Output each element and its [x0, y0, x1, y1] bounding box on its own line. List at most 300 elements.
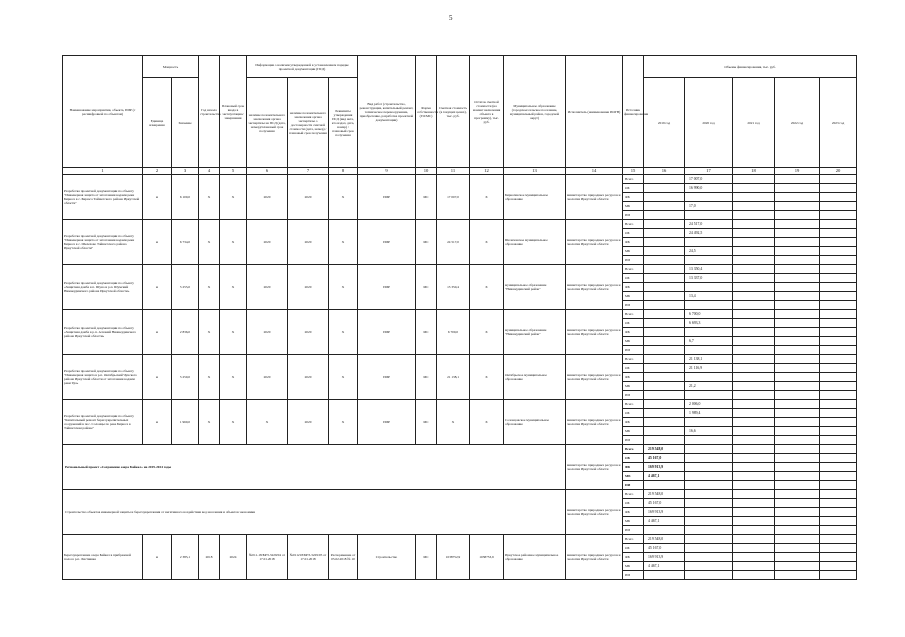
- object-remaining: Х: [470, 400, 504, 445]
- col-psd-header: Информация о наличии утвержденной в установленном порядке проектной документации (ПСД): [247, 56, 358, 78]
- fund-source: МБ: [623, 472, 644, 481]
- fund-source: Всего: [623, 265, 644, 274]
- funding-cell: [733, 481, 775, 490]
- funding-cell: [644, 328, 685, 337]
- funding-cell: [685, 301, 733, 310]
- funding-cell: [820, 175, 857, 184]
- funding-cell: [733, 211, 775, 220]
- col-municipality-header: Муниципальное образование (городское/сельское поселение, муниципальный район, городской округ): [504, 56, 566, 168]
- fund-source: ИИ: [623, 301, 644, 310]
- funding-cell: [820, 211, 857, 220]
- funding-cell: [644, 193, 685, 202]
- funding-cell: [733, 355, 775, 364]
- object-municipality: муниципальное образование "Нижнеудинский район": [504, 265, 566, 310]
- funding-cell: 21 138,1: [685, 355, 733, 364]
- fund-source: ИИ: [623, 526, 644, 535]
- object-ownership: МС: [416, 220, 437, 265]
- fund-source: Всего: [623, 400, 644, 409]
- object-estimate: 21 138,1: [437, 355, 470, 400]
- object-work-type: ПИР: [358, 220, 416, 265]
- funding-cell: [775, 193, 820, 202]
- funding-cell: [644, 229, 685, 238]
- funding-cell: [775, 508, 820, 517]
- column-number: 15: [623, 168, 644, 175]
- funding-cell: [820, 247, 857, 256]
- object-start-year: Х: [199, 310, 220, 355]
- fund-source: ОБ: [623, 229, 644, 238]
- funding-cell: [685, 373, 733, 382]
- funding-cell: [733, 535, 775, 544]
- funding-cell: [820, 490, 857, 499]
- object-remaining: Х: [470, 175, 504, 220]
- fund-source: ФБ: [623, 553, 644, 562]
- funding-cell: [775, 499, 820, 508]
- funding-cell: [775, 562, 820, 571]
- object-remaining: Х: [470, 220, 504, 265]
- funding-cell: [775, 364, 820, 373]
- funding-cell: 169 913,9: [644, 508, 685, 517]
- fund-source: ФБ: [623, 373, 644, 382]
- column-number: 6: [247, 168, 288, 175]
- funding-cell: [820, 346, 857, 355]
- object-municipality: Солонцовское муниципальное образование: [504, 400, 566, 445]
- fund-source: ИИ: [623, 436, 644, 445]
- funding-cell: [820, 418, 857, 427]
- col-value-header: Значение: [172, 78, 199, 168]
- object-ownership: МС: [416, 355, 437, 400]
- table-row: [63, 310, 857, 319]
- object-psd-approval: Х: [329, 400, 358, 445]
- object-plan-date: Х: [220, 310, 247, 355]
- funding-cell: [685, 526, 733, 535]
- column-number: 9: [358, 168, 416, 175]
- funding-cell: 21,2: [685, 382, 733, 391]
- funding-cell: [775, 292, 820, 301]
- fund-source: ОБ: [623, 544, 644, 553]
- funding-cell: [775, 427, 820, 436]
- funding-cell: [733, 247, 775, 256]
- funding-cell: [733, 400, 775, 409]
- funding-cell: [820, 193, 857, 202]
- funding-cell: [733, 562, 775, 571]
- fund-source: МБ: [623, 427, 644, 436]
- table-row: [63, 535, 857, 544]
- object-work-type: ПИР: [358, 400, 416, 445]
- table-row: [63, 400, 857, 409]
- fund-source: ОБ: [623, 499, 644, 508]
- funding-cell: [820, 535, 857, 544]
- funding-cell: [820, 373, 857, 382]
- funding-cell: [733, 544, 775, 553]
- fund-source: Всего: [623, 535, 644, 544]
- funding-cell: [733, 499, 775, 508]
- funding-cell: [644, 391, 685, 400]
- funding-cell: [685, 346, 733, 355]
- funding-cell: [775, 175, 820, 184]
- funding-cell: [820, 445, 857, 454]
- funding-cell: 4 467,1: [644, 517, 685, 526]
- fund-source: ФБ: [623, 463, 644, 472]
- object-plan-date: 2024: [220, 535, 247, 580]
- fund-source: ИИ: [623, 391, 644, 400]
- funding-cell: [733, 553, 775, 562]
- col-year-2020-header: 2020 год: [685, 78, 733, 168]
- funding-cell: [644, 175, 685, 184]
- funding-cell: [820, 355, 857, 364]
- funding-cell: [733, 436, 775, 445]
- object-remaining: Х: [470, 310, 504, 355]
- funding-cell: 13,4: [685, 292, 733, 301]
- funding-cell: [820, 364, 857, 373]
- table-body: [63, 168, 857, 580]
- funding-cell: [775, 202, 820, 211]
- funding-cell: [685, 517, 733, 526]
- col-year-2019-header: 2019 год: [644, 78, 685, 168]
- funding-cell: [733, 283, 775, 292]
- col-psd-approval-header: Реквизиты утверждения ПСД (вид акта, кто издал, дата, номер) / плановый срок получения: [329, 78, 358, 168]
- funding-cell: [820, 427, 857, 436]
- fund-source: ФБ: [623, 283, 644, 292]
- object-remaining: Х: [470, 355, 504, 400]
- funding-cell: [820, 265, 857, 274]
- col-name-header: Наименование мероприятия, объекта, ПИР (с расшифровкой по объектам): [63, 56, 143, 168]
- funding-cell: [733, 364, 775, 373]
- object-name: Разработка проектной документации по объекту "Инженерная защита от затопления водами реки Бирюса в с. Шелехово Тайшетского района Иркутской области": [63, 220, 143, 265]
- object-capacity: 2 836,0: [172, 310, 199, 355]
- funding-cell: [644, 571, 685, 580]
- fund-source: ИИ: [623, 346, 644, 355]
- fund-source: ОБ: [623, 409, 644, 418]
- funding-cell: [644, 346, 685, 355]
- funding-cell: [820, 562, 857, 571]
- funding-cell: [685, 562, 733, 571]
- funding-cell: [820, 202, 857, 211]
- object-psd-positive: 2020: [247, 175, 288, 220]
- fund-source: ФБ: [623, 418, 644, 427]
- funding-cell: [775, 211, 820, 220]
- fund-source: ОБ: [623, 184, 644, 193]
- funding-cell: [644, 364, 685, 373]
- object-psd-approval: Распоряжение от 05.02.2018 № 10: [329, 535, 358, 580]
- fund-source: Всего: [623, 310, 644, 319]
- fund-source: МБ: [623, 202, 644, 211]
- funding-cell: [775, 337, 820, 346]
- column-number: 17: [685, 168, 733, 175]
- object-ownership: МС: [416, 400, 437, 445]
- funding-cell: [733, 382, 775, 391]
- funding-cell: [733, 238, 775, 247]
- funding-cell: 219 548,0: [644, 445, 685, 454]
- funding-cell: 1 989,4: [685, 409, 733, 418]
- object-municipality: Шелеховское муниципальное образование: [504, 220, 566, 265]
- funding-cell: [820, 229, 857, 238]
- funding-cell: [775, 328, 820, 337]
- object-psd-approval: Х: [329, 175, 358, 220]
- funding-cell: [775, 472, 820, 481]
- funding-cell: [820, 283, 857, 292]
- object-unit: м: [143, 265, 172, 310]
- funding-cell: [733, 193, 775, 202]
- object-executor: министерство природных ресурсов и экологии Иркутской области: [566, 310, 623, 355]
- object-psd-positive: 2020: [247, 220, 288, 265]
- object-plan-date: Х: [220, 400, 247, 445]
- funding-cell: [820, 319, 857, 328]
- object-remaining: 1038753,9: [470, 535, 504, 580]
- object-psd-approval: Х: [329, 220, 358, 265]
- column-number: 14: [566, 168, 623, 175]
- funding-cell: [644, 211, 685, 220]
- column-number: 13: [504, 168, 566, 175]
- funding-cell: [820, 463, 857, 472]
- funding-cell: [820, 499, 857, 508]
- column-number: 2: [143, 168, 172, 175]
- fund-source: ИИ: [623, 256, 644, 265]
- funding-cell: [685, 454, 733, 463]
- object-estimate: 17 007,0: [437, 175, 470, 220]
- funding-cell: 6 693,3: [685, 319, 733, 328]
- funding-cell: [733, 490, 775, 499]
- object-unit: м: [143, 310, 172, 355]
- funding-cell: [733, 265, 775, 274]
- funding-cell: [775, 283, 820, 292]
- object-work-type: ПИР: [358, 265, 416, 310]
- funding-cell: [685, 193, 733, 202]
- col-ownership-header: Форма собственности (ГО/МС): [416, 56, 437, 168]
- object-municipality: Бирюсинское муниципальное образование: [504, 175, 566, 220]
- funding-cell: [685, 499, 733, 508]
- fund-source: Всего: [623, 490, 644, 499]
- fund-source: ФБ: [623, 508, 644, 517]
- fund-source: Всего: [623, 355, 644, 364]
- funding-cell: [775, 373, 820, 382]
- funding-cell: [775, 454, 820, 463]
- object-work-type: ПИР: [358, 175, 416, 220]
- table-row: [63, 355, 857, 364]
- funding-cell: [685, 256, 733, 265]
- funding-cell: [733, 517, 775, 526]
- object-work-type: ПИР: [358, 310, 416, 355]
- funding-cell: [775, 184, 820, 193]
- funding-cell: [733, 373, 775, 382]
- funding-cell: 6 700,0: [685, 310, 733, 319]
- funding-cell: [820, 517, 857, 526]
- funding-cell: [733, 175, 775, 184]
- object-start-year: Х: [199, 265, 220, 310]
- funding-cell: [775, 436, 820, 445]
- col-unit-header: Единица измерения: [143, 78, 172, 168]
- column-number: 16: [644, 168, 685, 175]
- column-number: 3: [172, 168, 199, 175]
- funding-cell: [644, 184, 685, 193]
- funding-cell: [733, 346, 775, 355]
- funding-cell: [685, 283, 733, 292]
- object-name: Разработка проектной документации по объекту "Инженерная защита от затопления водами реки Бирюса в с. Бирюса Тайшетского района Иркутской области": [63, 175, 143, 220]
- funding-cell: [685, 436, 733, 445]
- fund-source: МБ: [623, 247, 644, 256]
- funding-cell: 45 167,0: [644, 454, 685, 463]
- object-estimate: 24 517,0: [437, 220, 470, 265]
- column-number-row: [63, 168, 857, 175]
- object-name: Разработка проектной документации по объекту «Защитная дамба в р.п. Алзамай Нижнеудинского района Иркутской области»: [63, 310, 143, 355]
- funding-cell: 24 492,5: [685, 229, 733, 238]
- funding-cell: [820, 256, 857, 265]
- col-plan-header: Плановый срок ввода в эксплуатацию/завершения: [220, 56, 247, 168]
- funding-cell: [733, 328, 775, 337]
- object-capacity: 1 960,0: [172, 400, 199, 445]
- section-executor: министерство природных ресурсов и экологии Иркутской области: [566, 490, 623, 535]
- funding-cell: [644, 382, 685, 391]
- funding-cell: [733, 526, 775, 535]
- funding-cell: [644, 265, 685, 274]
- funding-cell: 6,7: [685, 337, 733, 346]
- funding-cell: [775, 571, 820, 580]
- funding-cell: [644, 301, 685, 310]
- page-number: 5: [449, 14, 453, 22]
- column-number: 11: [437, 168, 470, 175]
- funding-cell: [685, 553, 733, 562]
- funding-cell: [820, 454, 857, 463]
- object-remaining: Х: [470, 265, 504, 310]
- funding-cell: [820, 400, 857, 409]
- fund-source: Всего: [623, 220, 644, 229]
- funding-cell: 24,5: [685, 247, 733, 256]
- funding-cell: [733, 256, 775, 265]
- column-number: 12: [470, 168, 504, 175]
- fund-source: МБ: [623, 292, 644, 301]
- object-start-year: Х: [199, 400, 220, 445]
- funding-cell: [644, 256, 685, 265]
- object-executor: министерство природных ресурсов и экологии Иркутской области: [566, 355, 623, 400]
- section-title: Региональный проект «Сохранение озера Байкал» на 2019-2024 годы: [63, 445, 566, 490]
- funding-cell: [775, 418, 820, 427]
- funding-cell: 13 337,0: [685, 274, 733, 283]
- table-row: [63, 445, 857, 454]
- funding-cell: [733, 418, 775, 427]
- funding-cell: [685, 544, 733, 553]
- object-unit: м: [143, 175, 172, 220]
- funding-cell: [820, 238, 857, 247]
- funding-cell: [644, 310, 685, 319]
- funding-cell: [775, 310, 820, 319]
- funding-cell: [733, 454, 775, 463]
- funding-cell: [644, 409, 685, 418]
- funding-cell: [775, 382, 820, 391]
- funding-cell: [733, 409, 775, 418]
- fund-source: МБ: [623, 337, 644, 346]
- funding-cell: 45 167,0: [644, 544, 685, 553]
- fund-source: ОБ: [623, 274, 644, 283]
- object-municipality: Иркутское районное муниципальное образование: [504, 535, 566, 580]
- funding-cell: [775, 238, 820, 247]
- funding-cell: [685, 571, 733, 580]
- funding-cell: [685, 445, 733, 454]
- object-psd-expert: 2020: [288, 220, 329, 265]
- fund-source: Всего: [623, 175, 644, 184]
- table-header: [63, 56, 857, 168]
- funding-cell: [775, 319, 820, 328]
- object-executor: министерство природных ресурсов и экологии Иркутской области: [566, 400, 623, 445]
- object-capacity: 6 734,0: [172, 220, 199, 265]
- fund-source: Всего: [623, 445, 644, 454]
- col-start-header: Год начала строительства: [199, 56, 220, 168]
- object-ownership: МС: [416, 310, 437, 355]
- object-psd-positive: 2020: [247, 310, 288, 355]
- funding-cell: [775, 355, 820, 364]
- fund-source: МБ: [623, 517, 644, 526]
- funding-cell: [685, 418, 733, 427]
- object-capacity: 2 385,1: [172, 535, 199, 580]
- object-psd-positive: 2020: [247, 355, 288, 400]
- object-municipality: Октябрьское муниципальное образование: [504, 355, 566, 400]
- funding-cell: [775, 229, 820, 238]
- funding-cell: [820, 481, 857, 490]
- column-number: 1: [63, 168, 143, 175]
- funding-cell: [644, 283, 685, 292]
- funding-cell: [685, 481, 733, 490]
- object-plan-date: Х: [220, 175, 247, 220]
- col-executor-header: Исполнитель (наименование ИОГВ): [566, 56, 623, 168]
- funding-cell: [775, 274, 820, 283]
- funding-cell: [775, 247, 820, 256]
- object-estimate: Х: [437, 400, 470, 445]
- funding-cell: [733, 391, 775, 400]
- object-psd-expert: 2020: [288, 400, 329, 445]
- funding-cell: 45 167,0: [644, 499, 685, 508]
- funding-cell: 21 116,9: [685, 364, 733, 373]
- col-year-2021-header: 2021 год: [733, 78, 775, 168]
- object-start-year: Х: [199, 355, 220, 400]
- object-capacity: 5 255,0: [172, 265, 199, 310]
- funding-cell: [820, 472, 857, 481]
- section-executor: министерство природных ресурсов и экологии Иркутской области: [566, 445, 623, 490]
- section-title: Строительство объектов инженерной защиты и берегоукрепления от негативного воздействия вод населения и объектов экономики: [63, 490, 566, 535]
- object-unit: м: [143, 355, 172, 400]
- funding-cell: [644, 400, 685, 409]
- funding-cell: [644, 337, 685, 346]
- object-psd-expert: 2020: [288, 265, 329, 310]
- funding-cell: 2 006,0: [685, 400, 733, 409]
- fund-source: ИИ: [623, 571, 644, 580]
- funding-cell: [775, 535, 820, 544]
- object-name: Разработка проектной документации по объекту «Защитная дамба в п. Шуно и р.п. Шумский Нижнеудинского района Иркутской области»: [63, 265, 143, 310]
- funding-cell: [733, 184, 775, 193]
- col-year-2023-header: 2023 год: [820, 78, 857, 168]
- funding-cell: [775, 445, 820, 454]
- col-source-header: Источник финансирования: [623, 56, 644, 168]
- funding-cell: 13 350,4: [685, 265, 733, 274]
- fund-source: ОБ: [623, 319, 644, 328]
- funding-cell: [644, 202, 685, 211]
- funding-cell: [820, 310, 857, 319]
- funding-cell: [733, 229, 775, 238]
- object-unit: м: [143, 535, 172, 580]
- funding-cell: [733, 301, 775, 310]
- object-name: Разработка проектной документации по объекту "Инженерная защита в р.п. Октябрьский Чунского района Иркутской области от затопления водами реки Уда»: [63, 355, 143, 400]
- object-ownership: МС: [416, 265, 437, 310]
- funding-cell: [775, 391, 820, 400]
- funding-cell: [733, 220, 775, 229]
- funding-cell: 219 548,0: [644, 535, 685, 544]
- funding-cell: [775, 490, 820, 499]
- table-row: [63, 490, 857, 499]
- funding-cell: [775, 400, 820, 409]
- funding-cell: [820, 292, 857, 301]
- fund-source: ИИ: [623, 481, 644, 490]
- col-year-2022-header: 2022 год: [775, 78, 820, 168]
- object-psd-expert: 2020: [288, 175, 329, 220]
- funding-cell: [820, 301, 857, 310]
- column-number: 18: [733, 168, 775, 175]
